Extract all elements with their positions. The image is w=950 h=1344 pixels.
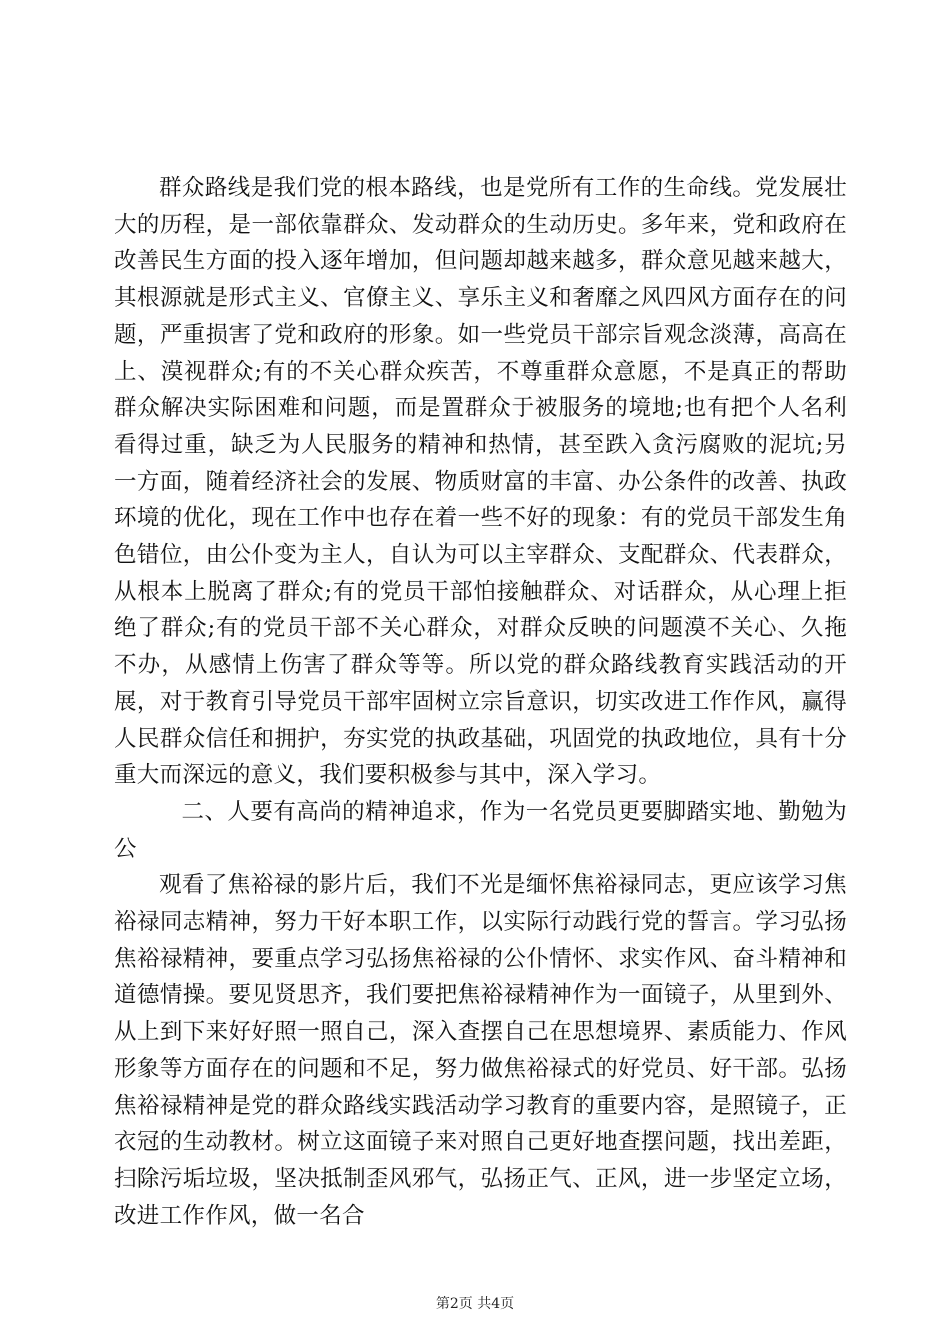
- paragraph-mass-line: 群众路线是我们党的根本路线，也是党所有工作的生命线。党发展壮大的历程，是一部依靠群众、发动群众的生动历史。多年来，党和政府在改善民生方面的投入逐年增加，但问题却越来越多，群众意见越来越大，其根源就是形式主义、官僚主义、享乐主义和奢靡之风四风方面存在的问题，严重损害了党和政府的形象。如一些党员干部宗旨观念淡薄，高高在上、漠视群众;有的不关心群众疾苦，不尊重群众意愿，不是真正的帮助群众解决实际困难和问题，而是置群众于被服务的境地;也有把个人名利看得过重，缺乏为人民服务的精神和热情，甚至跌入贪污腐败的泥坑;另一方面，随着经济社会的发展、物质财富的丰富、办公条件的改善、执政环境的优化，现在工作中也存在着一些不好的现象：有的党员干部发生角色错位，由公仆变为主人，自认为可以主宰群众、支配群众、代表群众，从根本上脱离了群众;有的党员干部怕接触群众、对话群众，从心理上拒绝了群众;有的党员干部不关心群众，对群众反映的问题漠不关心、久拖不办，从感情上伤害了群众等等。所以党的群众路线教育实践活动的开展，对于教育引导党员干部牢固树立宗旨意识，切实改进工作作风，赢得人民群众信任和拥护，夯实党的执政基础，巩固党的执政地位，具有十分重大而深远的意义，我们要积极参与其中，深入学习。: [114, 175, 847, 789]
- page-footer: 第2页 共4页: [435, 1296, 515, 1312]
- document-body: [114, 170, 847, 1234]
- section-heading-two: 二、人要有高尚的精神追求，作为一名党员更要脚踏实地、勤勉为公: [114, 798, 847, 862]
- paragraph-jiao-yulu: 观看了焦裕禄的影片后，我们不光是缅怀焦裕禄同志，更应该学习焦裕禄同志精神，努力干好本职工作，以实际行动践行党的誓言。学习弘扬焦裕禄精神，要重点学习弘扬焦裕禄的公仆情怀、求实作风、奋斗精神和道德情操。要见贤思齐，我们要把焦裕禄精神作为一面镜子，从里到外、从上到下来好好照一照自己，深入查摆自己在思想境界、素质能力、作风形象等方面存在的问题和不足，努力做焦裕禄式的好党员、好干部。弘扬焦裕禄精神是党的群众路线实践活动学习教育的重要内容，是照镜子，正衣冠的生动教材。树立这面镜子来对照自己更好地查摆问题，找出差距，扫除污垢垃圾，坚决抵制歪风邪气，弘扬正气、正风，进一步坚定立场，改进工作作风，做一名合: [114, 872, 847, 1229]
